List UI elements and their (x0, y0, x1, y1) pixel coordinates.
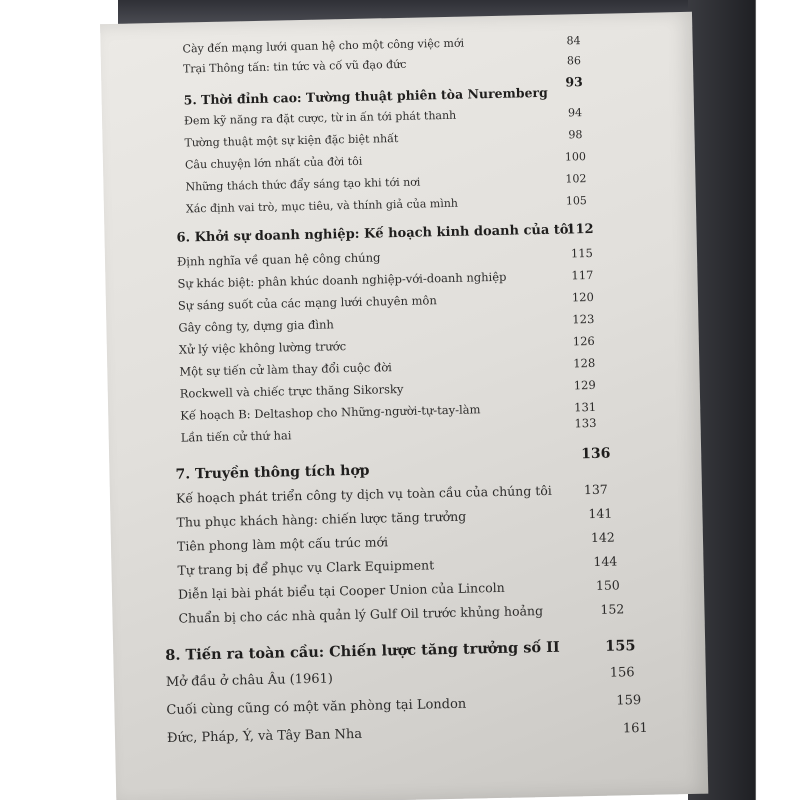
toc-entry-title: Trại Thông tấn: tin tức và cố vũ đạo đức (182, 57, 407, 76)
toc-entry-title: Xác định vai trò, mục tiêu, và thính giả của mình (185, 196, 459, 216)
toc-entry-page: 150 (595, 577, 620, 593)
toc-chapter (104, 220, 696, 246)
toc-entry-page: 84 (566, 34, 581, 48)
toc-entry-title: Rockwell và chiếc trực thăng Sikorsky (179, 381, 404, 401)
toc-chapter (101, 74, 693, 108)
toc-chapter-page: 112 (566, 221, 594, 238)
toc-entry-title: Xử lý việc không lường trước (178, 339, 347, 357)
toc-entry-title: Lần tiến cử thứ hai (180, 428, 292, 445)
toc-entry-page: 126 (572, 333, 595, 349)
toc-entry-page: 156 (609, 665, 635, 681)
toc-entry (103, 148, 695, 172)
toc-entry (103, 170, 695, 194)
toc-entry-title: Chuẩn bị cho các nhà quản lý Gulf Oil trước khủng hoảng (178, 603, 544, 626)
toc-entry-page: 141 (588, 505, 613, 522)
toc-entry (105, 244, 697, 269)
toc-entry-page: 117 (571, 267, 594, 283)
toc-entry (112, 600, 704, 626)
toc-entry-title: Thu phục khách hàng: chiến lược tăng trưởng (176, 508, 467, 530)
toc-entry-title: Tự trang bị để phục vụ Clark Equipment (177, 557, 435, 578)
toc-entry-page: 137 (583, 481, 608, 498)
toc-entry (100, 32, 692, 56)
toc-entry-title: Tường thuật một sự kiện đặc biệt nhất (184, 131, 399, 150)
toc-entry-page: 133 (574, 415, 597, 431)
toc-chapter-title: 7. Truyền thông tích hợp (175, 462, 370, 483)
toc-entry-title: Gây công ty, dựng gia đình (178, 317, 335, 335)
toc-chapter-title: 5. Thời đỉnh cao: Tường thuật phiên tòa Nuremberg (183, 84, 548, 108)
toc-entry-title: Sự sáng suốt của các mạng lưới chuyên môn (177, 293, 437, 313)
toc-entry-page: 123 (572, 311, 595, 327)
toc-entry-title: Đem kỹ năng ra đặt cược, từ in ấn tới phát thanh (183, 108, 457, 128)
toc-entry-title: Mở đầu ở châu Âu (1961) (165, 671, 334, 690)
toc-entry-title: Tiên phong làm một cấu trúc mới (176, 534, 389, 554)
toc-chapter (113, 636, 705, 664)
toc-entry (115, 720, 707, 746)
toc-page (100, 12, 708, 800)
toc-chapter (109, 445, 701, 483)
toc-entry-page: 144 (593, 553, 618, 569)
toc-entry (114, 692, 706, 718)
toc-entry-title: Kế hoạch phát triển công ty dịch vụ toàn cầu của chúng tôi (175, 482, 552, 506)
toc-entry (102, 126, 694, 150)
toc-entry-title: Câu chuyện lớn nhất của đời tôi (184, 154, 363, 172)
toc-entry (104, 192, 696, 216)
toc-entry-page: 152 (600, 601, 625, 617)
toc-entry-title: Một sự tiến cử làm thay đổi cuộc đời (179, 360, 393, 379)
toc-entry-page: 161 (622, 720, 648, 737)
toc-entry-page: 129 (573, 377, 596, 393)
toc-chapter-title: 6. Khởi sự doanh nghiệp: Kế hoạch kinh doanh của tôi (176, 222, 574, 246)
toc-chapter-page: 93 (565, 74, 583, 90)
toc-entry-page: 105 (565, 194, 588, 208)
toc-entry-page: 142 (590, 529, 615, 546)
toc-entry (111, 528, 703, 554)
toc-entry-page: 159 (616, 693, 642, 709)
toc-entry-page: 120 (571, 289, 594, 305)
toc-entry-title: Cuối cùng cũng có một văn phòng tại London (166, 696, 467, 718)
toc-entry-page: 131 (574, 399, 597, 415)
toc-entry-page: 128 (573, 355, 596, 371)
toc-entry-title: Định nghĩa về quan hệ công chúng (176, 250, 381, 269)
toc-chapter-title: 8. Tiến ra toàn cầu: Chiến lược tăng trưởng số II (165, 638, 560, 664)
toc-entry-page: 102 (565, 172, 587, 186)
toc-entry-page: 115 (570, 245, 594, 261)
toc-entry-title: Diễn lại bài phát biểu tại Cooper Union của Lincoln (177, 579, 505, 602)
toc-entry-title: Những thách thức đẩy sáng tạo khi tới nơi (185, 175, 421, 194)
toc-entry (112, 576, 704, 602)
toc-chapter-page: 155 (605, 637, 636, 655)
toc-entry (111, 552, 703, 578)
toc-entry-title: Cày đến mạng lưới quan hệ cho một công việc mới (182, 36, 465, 56)
toc-entry (114, 664, 706, 690)
toc-entry (110, 504, 702, 530)
toc-entry-title: Đức, Pháp, Ý, và Tây Ban Nha (166, 726, 363, 746)
toc-entry-page: 86 (566, 54, 582, 68)
toc-entry-page: 98 (568, 128, 583, 142)
toc-entry-page: 94 (567, 106, 583, 120)
toc-entry-title: Kế hoạch B: Deltashop cho Những-người-tự-tay-làm (180, 402, 481, 423)
toc-entry-title: Sự khác biệt: phân khúc doanh nghiệp-với-doanh nghiệp (177, 269, 507, 291)
toc-entry-page: 100 (564, 150, 587, 164)
toc-chapter-page: 136 (581, 445, 611, 463)
